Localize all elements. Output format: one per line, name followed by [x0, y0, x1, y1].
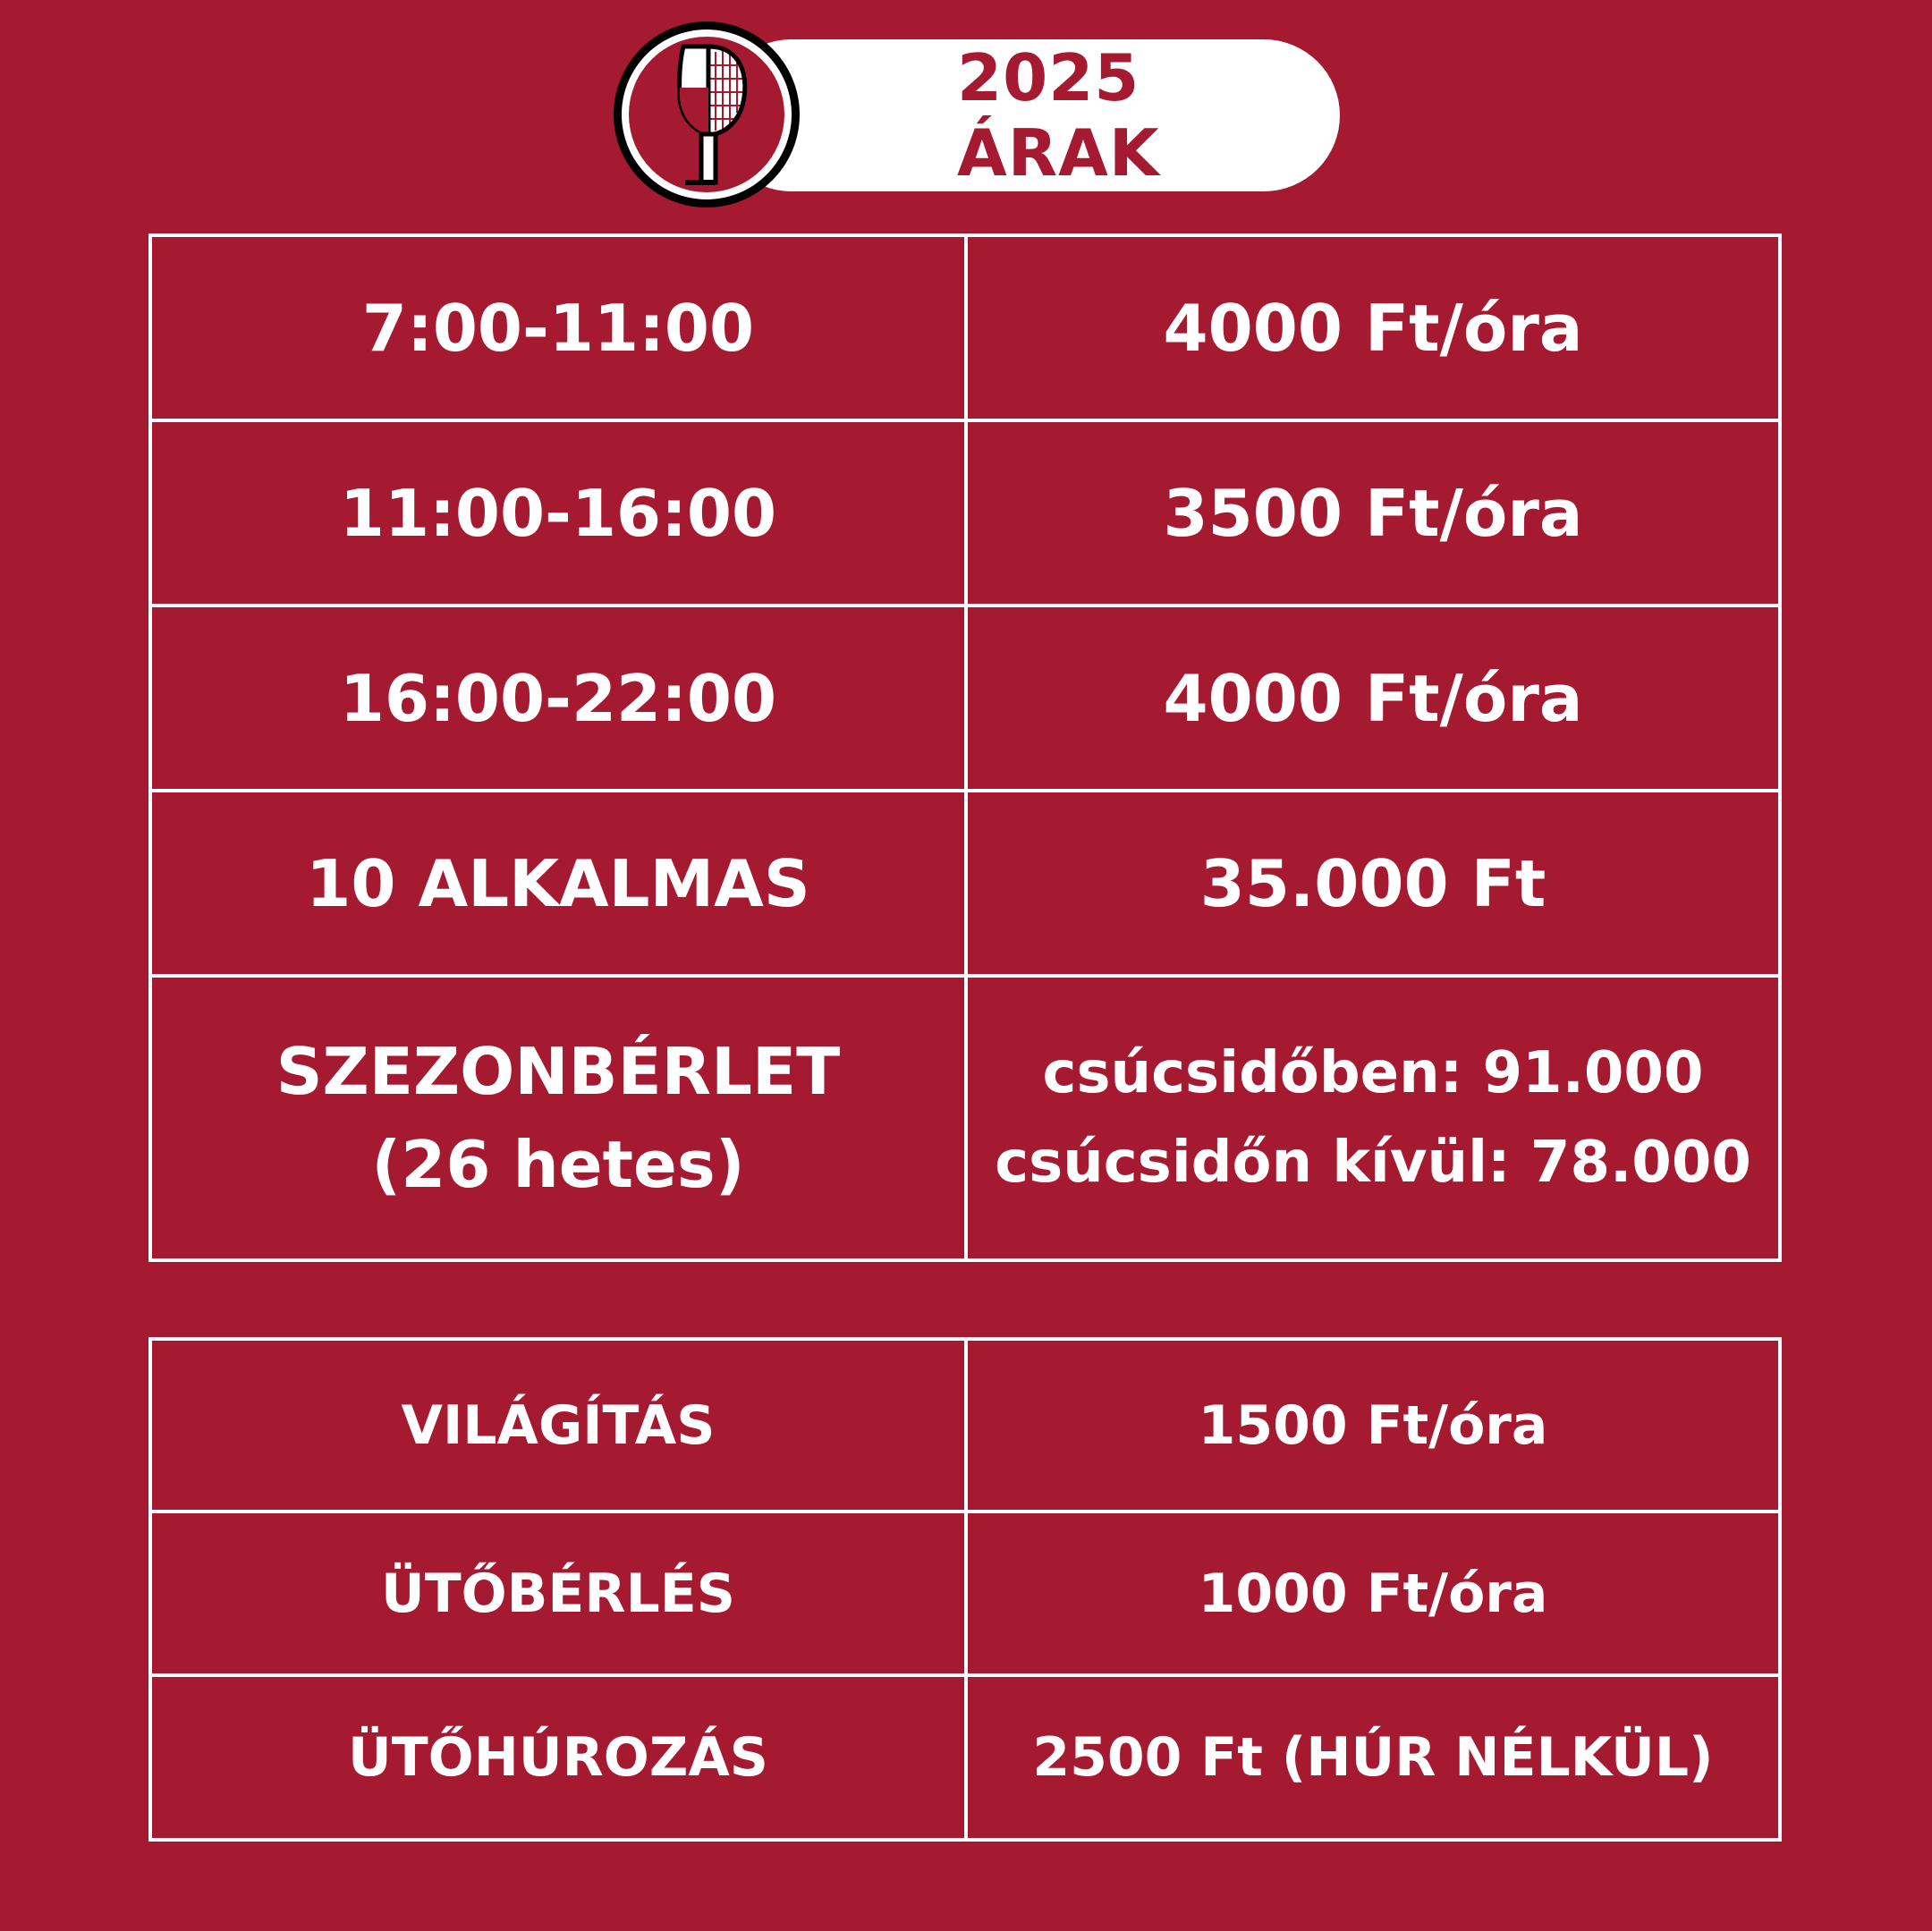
peak-price: csúcsidőben: 91.000	[1042, 1040, 1704, 1106]
table-row	[150, 1675, 1780, 1840]
season-pass-label-cell	[150, 976, 966, 1260]
table-row	[150, 606, 1780, 791]
header	[608, 38, 1342, 193]
time-slot-cell: 11:00-16:00	[150, 420, 966, 606]
time-slot-cell: 16:00-22:00	[150, 606, 966, 791]
table-row	[150, 235, 1780, 420]
extra-label-cell: ÜTŐBÉRLÉS	[150, 1512, 966, 1675]
table-row	[150, 1339, 1780, 1512]
price-cell: 3500 Ft/óra	[966, 420, 1780, 606]
extra-label-cell: VILÁGÍTÁS	[150, 1339, 966, 1512]
season-pass-duration: (26 hetes)	[371, 1127, 745, 1202]
price-cell: 2500 Ft (HÚR NÉLKÜL)	[966, 1675, 1780, 1840]
season-pass-label: SZEZONBÉRLET	[275, 1034, 841, 1109]
price-cell: 4000 Ft/óra	[966, 606, 1780, 791]
wine-glass-racket-icon	[608, 16, 805, 213]
main-price-table	[148, 233, 1782, 1262]
extra-label-cell: ÜTŐHÚROZÁS	[150, 1675, 966, 1840]
price-cell: 1500 Ft/óra	[966, 1339, 1780, 1512]
price-cell: 4000 Ft/óra	[966, 235, 1780, 420]
season-pass-price-cell	[966, 976, 1780, 1260]
table-row	[150, 976, 1780, 1260]
title-pill	[716, 39, 1340, 191]
extras-price-table	[148, 1337, 1782, 1842]
offpeak-price: csúcsidőn kívül: 78.000	[995, 1130, 1751, 1196]
table-row	[150, 791, 1780, 976]
price-cell: 1000 Ft/óra	[966, 1512, 1780, 1675]
table-row	[150, 1512, 1780, 1675]
pass-label-cell: 10 ALKALMAS	[150, 791, 966, 976]
price-cell: 35.000 Ft	[966, 791, 1780, 976]
table-row	[150, 420, 1780, 606]
time-slot-cell: 7:00-11:00	[150, 235, 966, 420]
page-title: 2025 ÁRAK	[957, 40, 1160, 191]
